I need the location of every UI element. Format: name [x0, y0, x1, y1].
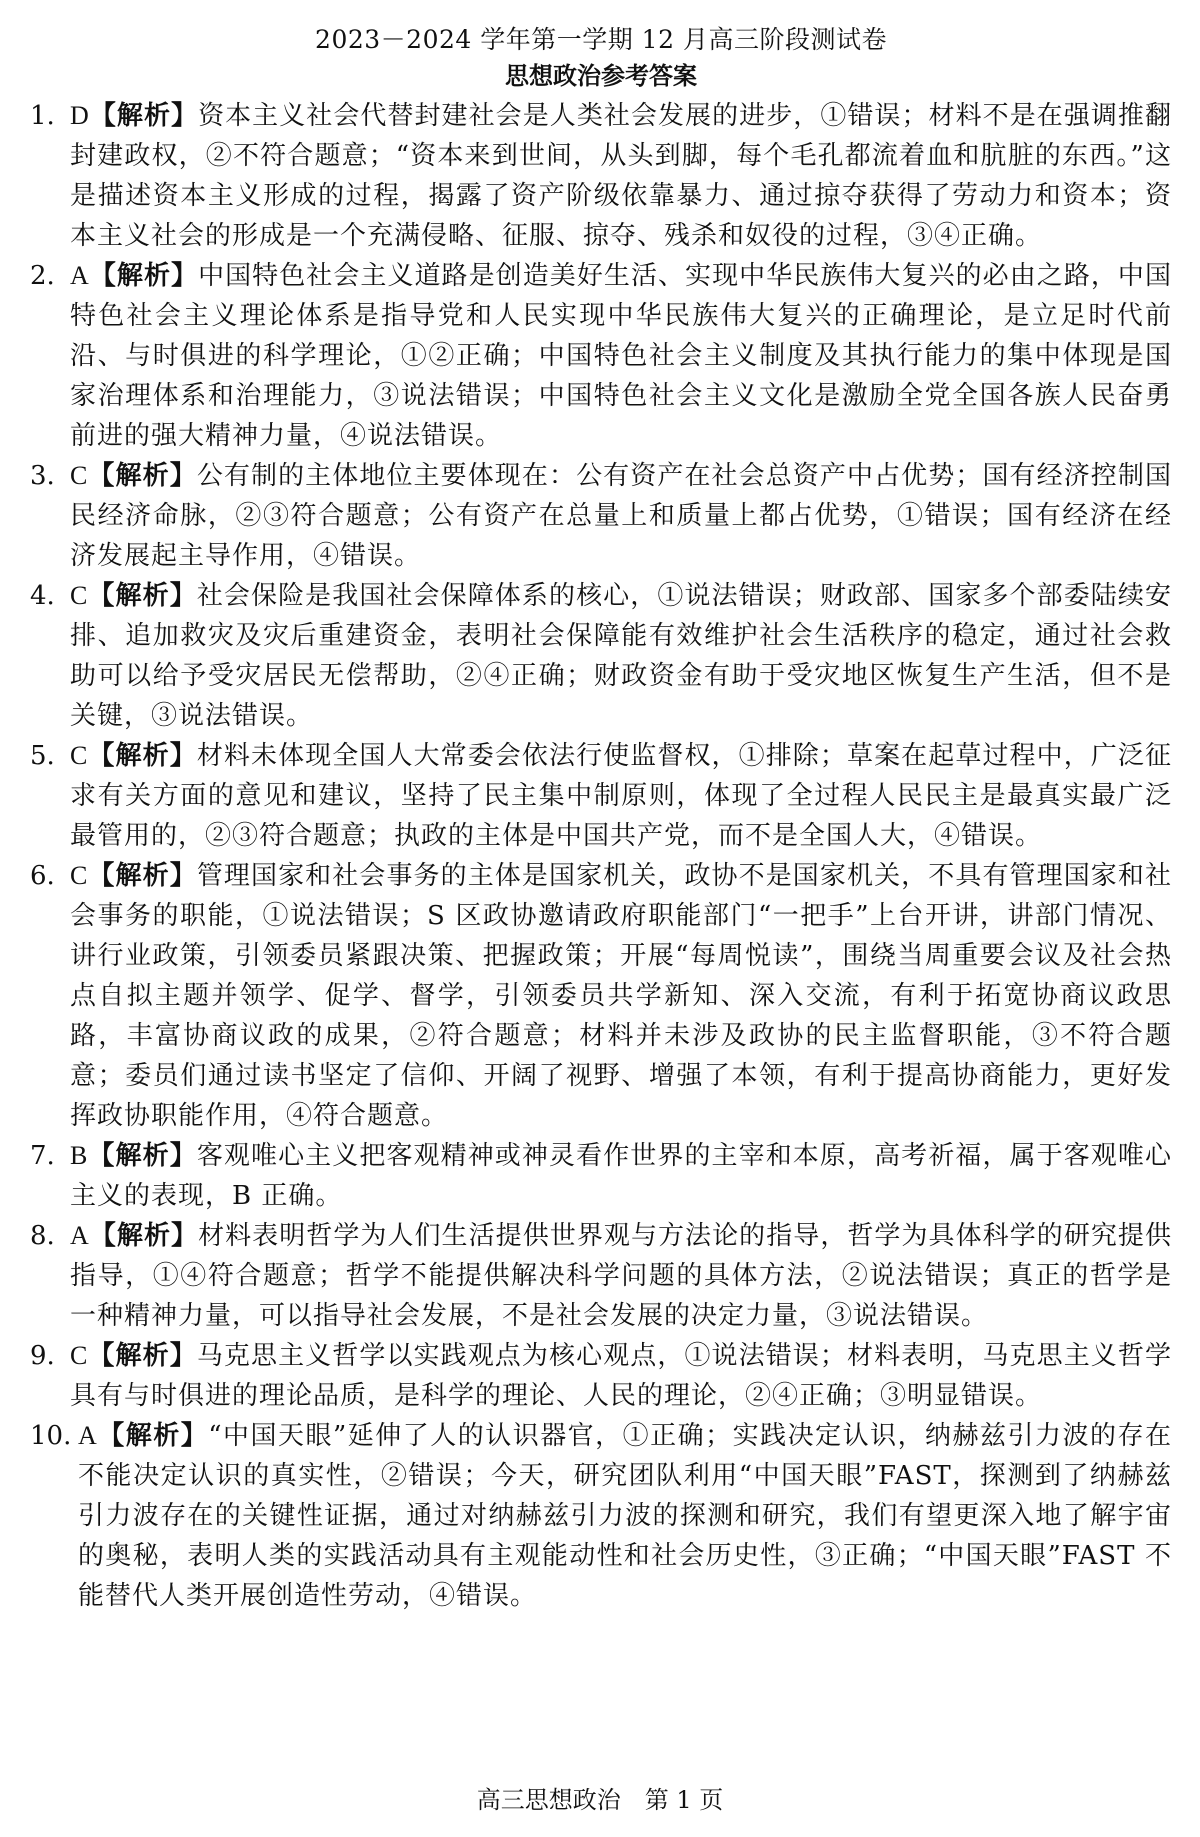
analysis-tag: 【解析】 [88, 741, 197, 771]
analysis-tag: 【解析】 [97, 1421, 209, 1451]
answer-explanation: 资本主义社会代替封建社会是人类社会发展的进步，①错误；材料不是在强调推翻封建政权，②不符合题意；“资本来到世间，从头到脚，每个毛孔都流着血和肮脏的东西。”这是描述资本主义形成的过程，揭露了资产阶级依靠暴力、通过掠夺获得了劳动力和资本；资本主义社会的形成是一个充满侵略、征服、掠夺、残杀和奴役的过程，③④正确。 [70, 101, 1172, 251]
answer-item-3 [30, 456, 1172, 576]
answer-choice: A [70, 261, 90, 290]
answer-body [70, 256, 1172, 456]
answer-item-4 [30, 576, 1172, 736]
page-footer: 高三思想政治 第 1 页 [476, 1786, 724, 1814]
analysis-tag: 【解析】 [89, 101, 199, 131]
answer-choice: C [70, 581, 89, 610]
answer-body [70, 856, 1172, 1136]
answer-explanation: 社会保险是我国社会保障体系的核心，①说法错误；财政部、国家多个部委陆续安排、追加救灾及灾后重建资金，表明社会保障能有效维护社会生活秩序的稳定，通过社会救助可以给予受灾居民无偿帮助，②④正确；财政资金有助于受灾地区恢复生产生活，但不是关键，③说法错误。 [70, 581, 1172, 731]
answer-item-10 [30, 1416, 1172, 1616]
answer-explanation: “中国天眼”延伸了人的认识器官，①正确；实践决定认识，纳赫兹引力波的存在不能决定认识的真实性，②错误；今天，研究团队利用“中国天眼”FAST，探测到了纳赫兹引力波存在的关键性证据，通过对纳赫兹引力波的探测和研究，我们有望更深入地了解宇宙的奥秘，表明人类的实践活动具有主观能动性和社会历史性，③正确；“中国天眼”FAST 不能替代人类开展创造性劳动，④错误。 [78, 1421, 1172, 1611]
answer-explanation: 材料表明哲学为人们生活提供世界观与方法论的指导，哲学为具体科学的研究提供指导，①④符合题意；哲学不能提供解决科学问题的具体方法，②说法错误；真正的哲学是一种精神力量，可以指导社会发展，不是社会发展的决定力量，③说法错误。 [70, 1221, 1172, 1331]
answer-item-7 [30, 1136, 1172, 1216]
answer-number: 3. [30, 461, 55, 491]
analysis-tag: 【解析】 [88, 861, 197, 891]
analysis-tag: 【解析】 [89, 1221, 199, 1251]
answer-choice: C [70, 741, 89, 770]
answer-body [78, 1416, 1172, 1616]
answer-number: 8. [30, 1221, 55, 1251]
answer-explanation: 材料未体现全国人大常委会依法行使监督权，①排除；草案在起草过程中，广泛征求有关方面的意见和建议，坚持了民主集中制原则，体现了全过程人民民主是最真实最广泛最管用的，②③符合题意；执政的主体是中国共产党，而不是全国人大，④错误。 [70, 741, 1172, 851]
answer-body [70, 736, 1172, 856]
answer-number: 6. [30, 861, 55, 891]
answer-number: 7. [30, 1141, 55, 1171]
answer-item-9 [30, 1336, 1172, 1416]
answer-item-8 [30, 1216, 1172, 1336]
analysis-tag: 【解析】 [89, 261, 199, 291]
answer-body [70, 576, 1172, 736]
answer-number: 2. [30, 261, 55, 291]
analysis-tag: 【解析】 [88, 581, 197, 611]
answer-item-6 [30, 856, 1172, 1136]
document-title: 2023－2024 学年第一学期 12 月高三阶段测试卷 [315, 25, 887, 54]
answer-choice: B [70, 1141, 89, 1170]
answer-body [70, 1336, 1172, 1416]
answer-number: 9. [30, 1341, 55, 1371]
answer-choice: A [78, 1421, 98, 1450]
analysis-tag: 【解析】 [88, 1341, 197, 1371]
analysis-tag: 【解析】 [88, 1141, 197, 1171]
answer-explanation: 公有制的主体地位主要体现在：公有资产在社会总资产中占优势；国有经济控制国民经济命脉，②③符合题意；公有资产在总量上和质量上都占优势，①错误；国有经济在经济发展起主导作用，④错误。 [70, 461, 1172, 571]
answer-body [70, 456, 1172, 576]
answer-number: 5. [30, 741, 55, 771]
document-subtitle: 思想政治参考答案 [505, 61, 697, 90]
answer-explanation: 马克思主义哲学以实践观点为核心观点，①说法错误；材料表明，马克思主义哲学具有与时俱进的理论品质，是科学的理论、人民的理论，②④正确；③明显错误。 [70, 1341, 1172, 1411]
answer-explanation: 客观唯心主义把客观精神或神灵看作世界的主宰和本原，高考祈福，属于客观唯心主义的表现，B 正确。 [70, 1141, 1172, 1211]
answer-choice: D [70, 101, 90, 130]
answer-item-2 [30, 256, 1172, 456]
answer-choice: C [70, 861, 89, 890]
answer-number: 4. [30, 581, 55, 611]
answer-choice: A [70, 1221, 90, 1250]
answer-explanation: 管理国家和社会事务的主体是国家机关，政协不是国家机关，不具有管理国家和社会事务的职能，①说法错误；S 区政协邀请政府职能部门“一把手”上台开讲，讲部门情况、讲行业政策，引领委员紧跟决策、把握政策；开展“每周悦读”，围绕当周重要会议及社会热点自拟主题并领学、促学、督学，引领委员共学新知、深入交流，有利于拓宽协商议政思路，丰富协商议政的成果，②符合题意；材料并未涉及政协的民主监督职能，③不符合题意；委员们通过读书坚定了信仰、开阔了视野、增强了本领，有利于提高协商能力，更好发挥政协职能作用，④符合题意。 [70, 861, 1172, 1131]
answer-body [70, 96, 1172, 256]
answer-choice: C [70, 1341, 89, 1370]
answer-list [30, 96, 1172, 1616]
answer-body [70, 1216, 1172, 1336]
answer-item-5 [30, 736, 1172, 856]
answer-explanation: 中国特色社会主义道路是创造美好生活、实现中华民族伟大复兴的必由之路，中国特色社会主义理论体系是指导党和人民实现中华民族伟大复兴的正确理论，是立足时代前沿、与时俱进的科学理论，①②正确；中国特色社会主义制度及其执行能力的集中体现是国家治理体系和治理能力，③说法错误；中国特色社会主义文化是激励全党全国各族人民奋勇前进的强大精神力量，④说法错误。 [70, 261, 1172, 451]
analysis-tag: 【解析】 [88, 461, 197, 491]
answer-item-1 [30, 96, 1172, 256]
answer-number: 1. [30, 101, 55, 131]
answer-body [70, 1136, 1172, 1216]
answer-number: 10. [30, 1421, 72, 1451]
answer-choice: C [70, 461, 89, 490]
